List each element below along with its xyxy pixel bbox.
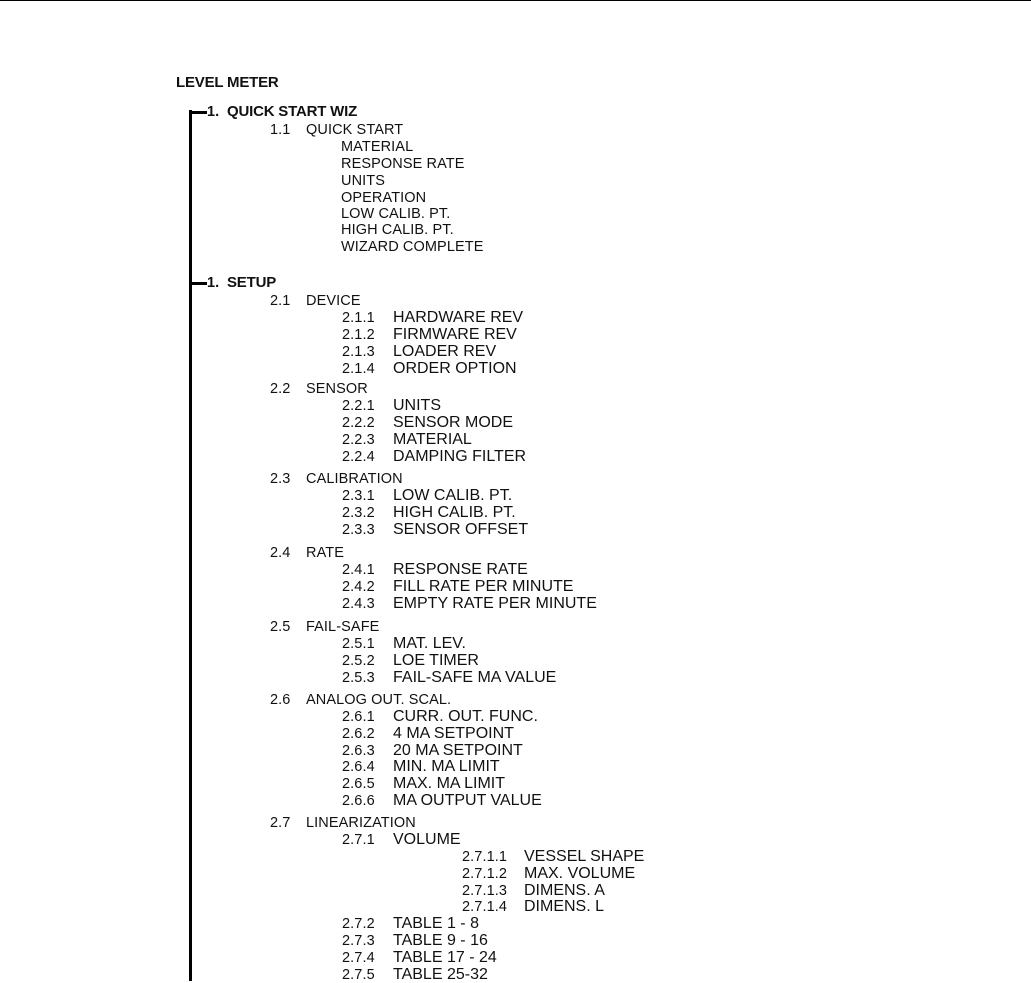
menu-node-label-leaf: RESPONSE RATE [393,561,528,578]
top-rule [0,0,1031,1]
menu-node-number: 2.5 [270,619,291,635]
menu-node-label-sec: ANALOG OUT. SCAL. [306,692,452,708]
menu-node-number: 2.3.2 [342,505,375,521]
menu-node-label-sec: CALIBRATION [306,471,403,487]
menu-node-label-head: QUICK START WIZ [227,103,358,120]
menu-node-number: 2.7 [270,815,291,831]
menu-node-number: 2.5.2 [342,653,375,669]
menu-node-label-leaf: FIRMWARE REV [393,326,517,343]
menu-node-label-sec: FAIL-SAFE [306,619,380,635]
menu-node-number: 2.6.2 [342,726,375,742]
tree-trunk-line [189,110,192,981]
menu-node-label-leaf: LOW CALIB. PT. [393,487,513,504]
tree-branch-tick [189,111,207,114]
menu-node-number: 2.6.4 [342,759,375,775]
menu-node-number: 2.7.2 [342,916,375,932]
menu-node-number: 2.7.4 [342,950,375,966]
menu-node-label-leaf: TABLE 25-32 [393,966,488,983]
menu-node-number: 2.3.3 [342,522,375,538]
menu-node-number: 2.4 [270,545,291,561]
tree-branch-tick [189,282,207,285]
menu-node-number: 2.4.2 [342,579,375,595]
menu-node-label-item: RESPONSE RATE [341,156,465,172]
menu-node-number: 2.7.1.4 [462,899,508,915]
menu-node-number: 2.2.2 [342,415,375,431]
tree-root-title: LEVEL METER [176,74,279,91]
menu-node-number: 2.1 [270,293,291,309]
menu-node-number: 2.2 [270,381,291,397]
menu-node-number: 2.7.5 [342,967,375,983]
menu-node-label-leaf: SENSOR MODE [393,414,514,431]
menu-node-number: 2.6.3 [342,743,375,759]
menu-node-number: 2.6.1 [342,709,375,725]
menu-node-label-leaf: FILL RATE PER MINUTE [393,578,574,595]
menu-node-label-leaf: MAX. MA LIMIT [393,775,506,792]
menu-node-label-leaf: MATERIAL [393,431,472,448]
menu-node-label-leaf: HARDWARE REV [393,309,524,326]
menu-node-number: 2.7.1.3 [462,883,508,899]
menu-node-number: 2.5.3 [342,670,375,686]
menu-node-label-item: LOW CALIB. PT. [341,206,451,222]
menu-node-label-item: UNITS [341,173,385,189]
menu-node-number: 2.7.1.1 [462,849,508,865]
menu-node-label-sec: QUICK START [306,122,404,138]
menu-node-label-leaf: FAIL-SAFE MA VALUE [393,669,557,686]
menu-node-label-item: WIZARD COMPLETE [341,239,484,255]
menu-node-label-deep: DIMENS. A [524,882,605,899]
menu-node-label-leaf: TABLE 9 - 16 [393,932,488,949]
menu-node-label-item: HIGH CALIB. PT. [341,222,454,238]
menu-node-number: 1. [207,104,220,120]
menu-node-number: 2.6 [270,692,291,708]
menu-node-label-sec: SENSOR [306,381,368,397]
menu-node-label-leaf: MA OUTPUT VALUE [393,792,542,809]
menu-node-label-sec: LINEARIZATION [306,815,416,831]
menu-node-number: 2.7.1 [342,832,375,848]
menu-node-number: 1.1 [270,122,291,138]
menu-node-label-leaf: EMPTY RATE PER MINUTE [393,595,597,612]
menu-node-label-leaf: LOE TIMER [393,652,479,669]
menu-node-label-leaf: HIGH CALIB. PT. [393,504,516,521]
menu-node-label-head: SETUP [227,274,277,291]
menu-node-number: 2.6.5 [342,776,375,792]
menu-node-label-sec: RATE [306,545,344,561]
menu-node-number: 2.1.2 [342,327,375,343]
menu-node-number: 2.2.3 [342,432,375,448]
menu-node-label-item: OPERATION [341,190,427,206]
menu-node-number: 2.4.1 [342,562,375,578]
menu-node-label-leaf: CURR. OUT. FUNC. [393,708,538,725]
menu-node-label-sec: DEVICE [306,293,361,309]
menu-node-number: 1. [207,275,220,291]
menu-node-label-deep: DIMENS. L [524,898,605,915]
menu-node-number: 2.4.3 [342,596,375,612]
menu-node-label-leaf: 20 MA SETPOINT [393,742,523,759]
menu-node-number: 2.6.6 [342,793,375,809]
menu-node-label-item: MATERIAL [341,139,414,155]
menu-node-label-leaf: 4 MA SETPOINT [393,725,514,742]
menu-node-label-leaf: TABLE 17 - 24 [393,949,497,966]
menu-node-number: 2.3.1 [342,488,375,504]
menu-node-number: 2.2.4 [342,449,375,465]
menu-node-label-leaf: UNITS [393,397,441,414]
menu-node-number: 2.3 [270,471,291,487]
menu-node-label-deep: VESSEL SHAPE [524,848,645,865]
menu-node-label-leaf: LOADER REV [393,343,497,360]
menu-node-label-leaf: MAT. LEV. [393,635,466,652]
menu-node-label-leaf: MIN. MA LIMIT [393,758,500,775]
menu-node-label-leaf: DAMPING FILTER [393,448,527,465]
menu-node-number: 2.1.3 [342,344,375,360]
menu-node-label-leaf: VOLUME [393,831,461,848]
menu-node-label-leaf: ORDER OPTION [393,360,517,377]
menu-node-label-leaf: SENSOR OFFSET [393,521,529,538]
menu-node-number: 2.1.4 [342,361,375,377]
menu-node-number: 2.2.1 [342,398,375,414]
menu-node-number: 2.7.3 [342,933,375,949]
menu-node-label-deep: MAX. VOLUME [524,865,636,882]
menu-node-number: 2.1.1 [342,310,375,326]
menu-node-label-leaf: TABLE 1 - 8 [393,915,479,932]
menu-node-number: 2.7.1.2 [462,866,508,882]
menu-node-number: 2.5.1 [342,636,375,652]
